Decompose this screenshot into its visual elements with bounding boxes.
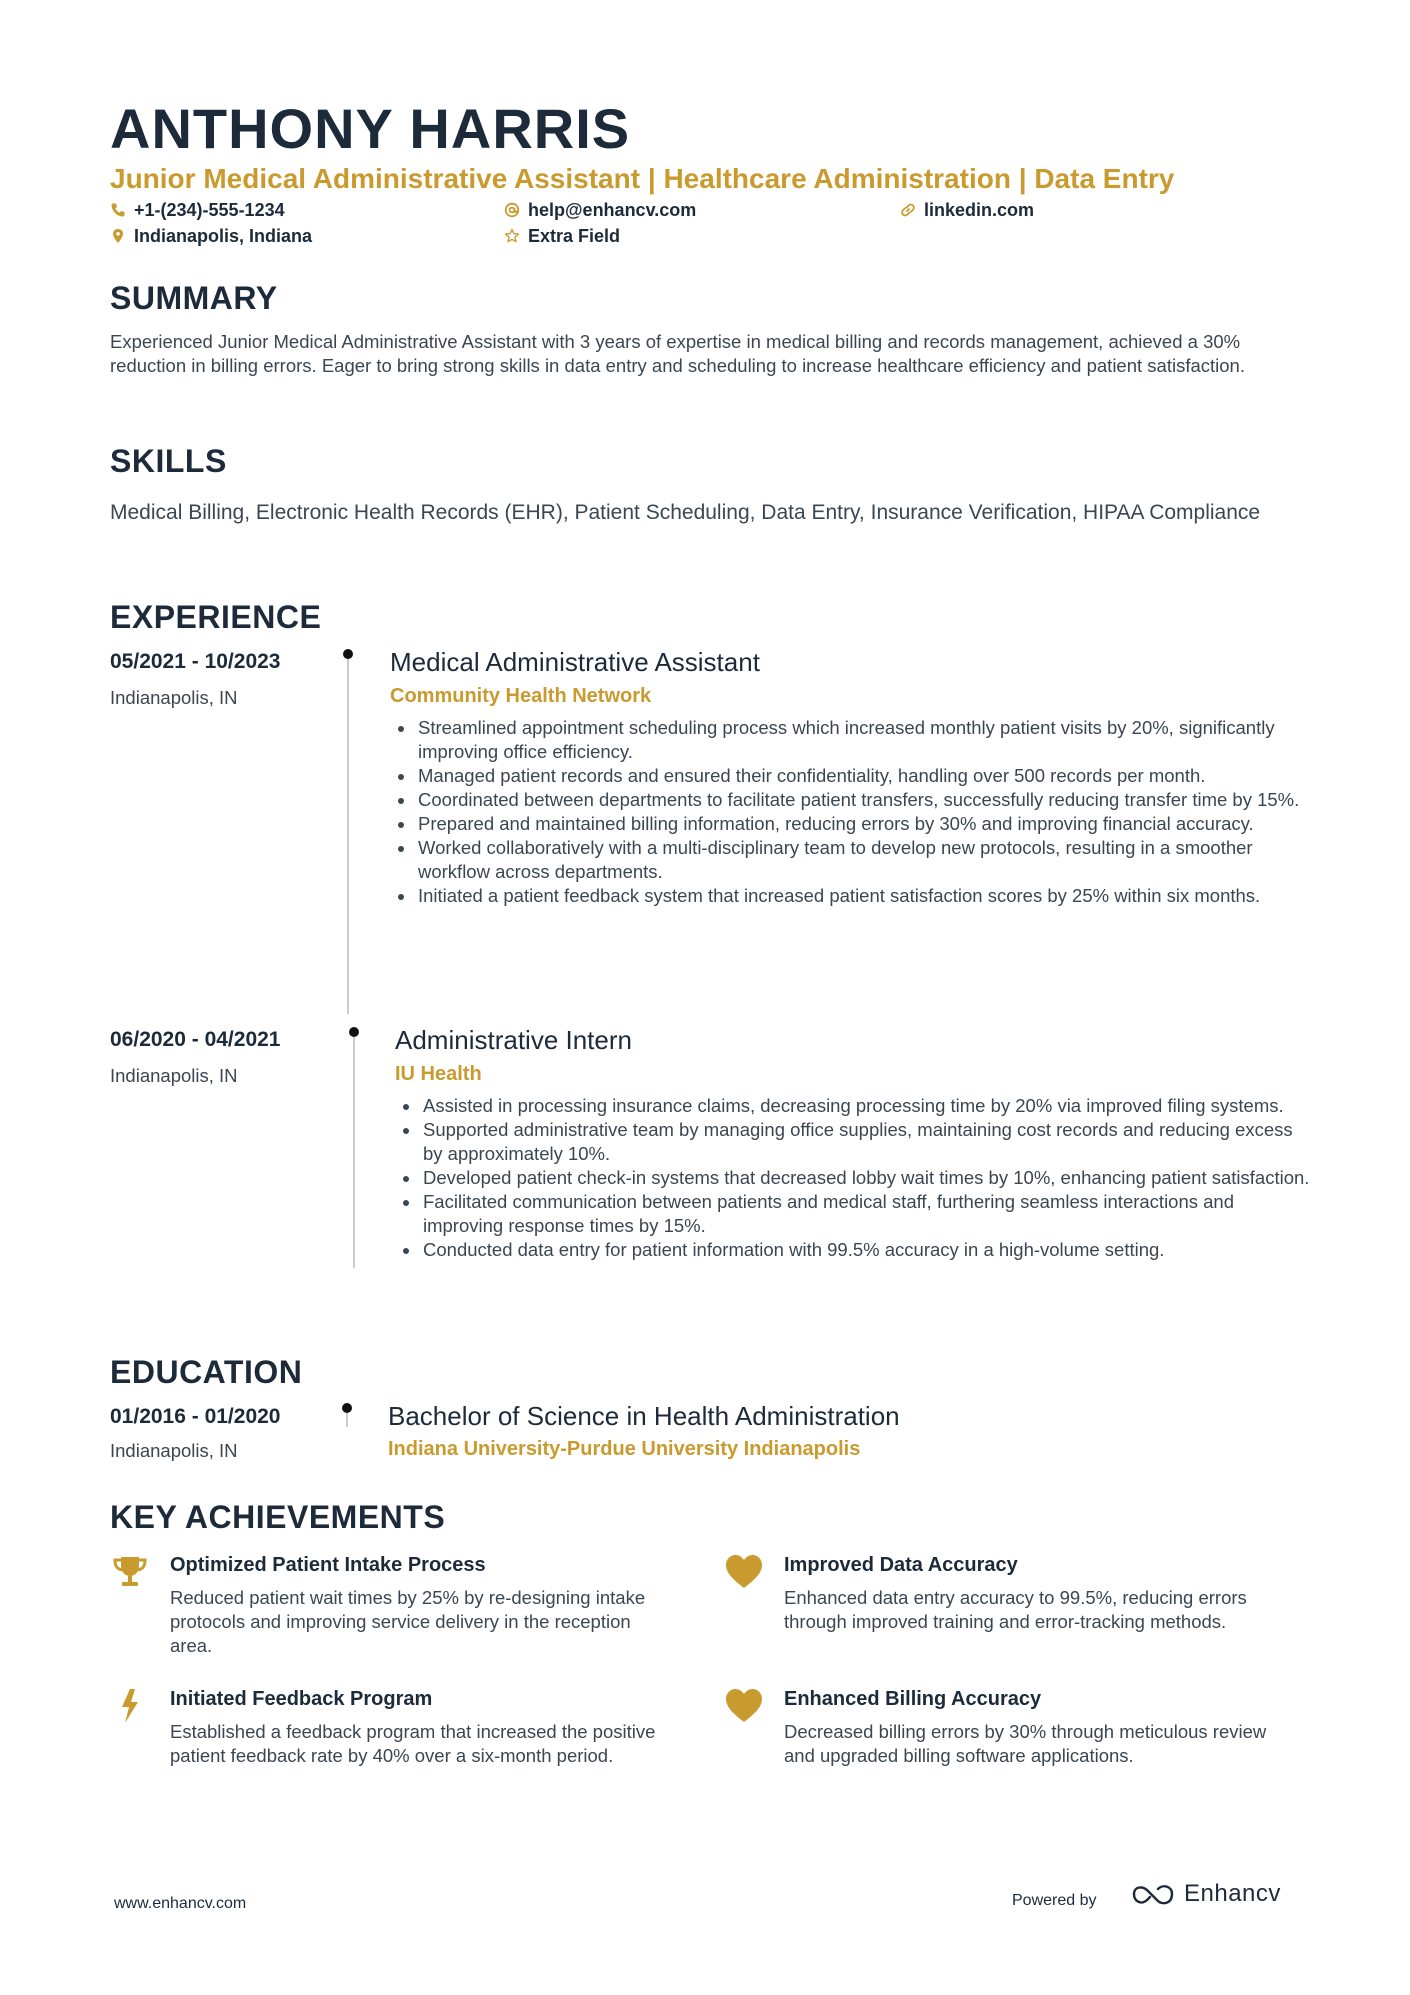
achievement-item [724,1552,1264,1672]
job-bullet: Facilitated communication between patients and medical staff, furthering seamless interactions and improving response times by 15%. [395,1190,1310,1238]
skills-text: Medical Billing, Electronic Health Records (EHR), Patient Scheduling, Data Entry, Insurance Verification, HIPAA Compliance [110,501,1261,524]
timeline-dot [343,649,353,659]
job-company: IU Health [395,1063,482,1085]
timeline-line [347,659,349,1014]
timeline-line [346,1413,348,1427]
achievement-desc: Reduced patient wait times by 25% by re-designing intake protocols and improving service delivery in the reception area. [170,1587,646,1656]
candidate-headline: Junior Medical Administrative Assistant | Healthcare Administration | Data Entry [110,163,1175,194]
contact-text: help@enhancv.com [528,200,697,220]
section-title-experience: EXPERIENCE [110,599,322,635]
lightning-icon [110,1686,150,1726]
contact-text: Extra Field [528,226,621,246]
job-bullets [395,1094,1310,1262]
contact-email[interactable] [504,198,696,222]
infinity-logo-icon [1130,1880,1178,1908]
edu-dates: 01/2016 - 01/2020 [110,1405,281,1428]
achievement-item [724,1686,1267,1806]
job-bullet: Streamlined appointment scheduling process which increased monthly patient visits by 20%, significantly improving office efficiency. [390,716,1310,764]
job-bullet: Assisted in processing insurance claims, decreasing processing time by 20% via improved filing systems. [395,1094,1310,1118]
section-title-education: EDUCATION [110,1354,303,1390]
brand-name: Enhancv [1184,1880,1281,1907]
achievement-desc: Established a feedback program that increased the positive patient feedback rate by 40% over a six-month period. [170,1721,656,1766]
achievement-item [110,1686,656,1806]
heart-icon [724,1552,764,1592]
achievement-desc: Enhanced data entry accuracy to 99.5%, reducing errors through improved training and error-tracking methods. [784,1587,1247,1632]
job-dates: 06/2020 - 04/2021 [110,1028,281,1051]
section-title-skills: SKILLS [110,443,227,479]
footer-url[interactable]: www.enhancv.com [114,1895,247,1912]
contact-linkedin[interactable] [900,198,1034,222]
job-dates: 05/2021 - 10/2023 [110,650,281,673]
job-bullet: Supported administrative team by managing office supplies, maintaining cost records and reducing excess by approximately 10%. [395,1118,1310,1166]
timeline-dot [349,1027,359,1037]
job-bullet: Managed patient records and ensured their confidentiality, handling over 500 records per month. [390,764,1310,788]
job-bullet: Worked collaboratively with a multi-disciplinary team to develop new protocols, resulting in a smoother workflow across departments. [390,836,1310,884]
job-company: Community Health Network [390,685,652,707]
achievement-title: Improved Data Accuracy [784,1554,1018,1576]
timeline-dot [342,1403,352,1413]
contact-phone [110,198,285,222]
job-bullet: Initiated a patient feedback system that increased patient satisfaction scores by 25% within six months. [390,884,1310,908]
contact-extra [504,224,620,248]
job-location: Indianapolis, IN [110,687,238,708]
job-bullet: Conducted data entry for patient information with 99.5% accuracy in a high-volume setting. [395,1238,1310,1262]
school-name: Indiana University-Purdue University Indianapolis [388,1438,861,1460]
heart-icon [724,1686,764,1726]
candidate-name: ANTHONY HARRIS [110,97,631,160]
trophy-icon [110,1552,150,1592]
contact-location [110,224,312,248]
job-bullet: Developed patient check-in systems that decreased lobby wait times by 10%, enhancing patient satisfaction. [395,1166,1310,1190]
achievement-desc: Decreased billing errors by 30% through meticulous review and upgraded billing software applications. [784,1721,1267,1766]
degree-title: Bachelor of Science in Health Administration [388,1401,900,1431]
contact-text: +1-(234)-555-1234 [134,200,285,220]
job-bullet: Prepared and maintained billing information, reducing errors by 30% and improving financial accuracy. [390,812,1310,836]
achievement-title: Initiated Feedback Program [170,1688,433,1710]
enhancv-logo[interactable] [1130,1880,1281,1908]
section-title-achievements: KEY ACHIEVEMENTS [110,1499,446,1535]
contact-text: linkedin.com [924,200,1035,220]
footer-powered-by: Powered by [1012,1892,1097,1909]
at-icon [504,202,520,218]
job-title: Administrative Intern [395,1025,632,1055]
section-title-summary: SUMMARY [110,280,278,316]
edu-location: Indianapolis, IN [110,1440,238,1461]
timeline-line [353,1037,355,1268]
link-icon [900,202,916,218]
contact-text: Indianapolis, Indiana [134,226,313,246]
job-location: Indianapolis, IN [110,1065,238,1086]
achievement-item [110,1552,650,1672]
star-icon [504,228,520,244]
job-bullet: Coordinated between departments to facilitate patient transfers, successfully reducing transfer time by 15%. [390,788,1310,812]
location-pin-icon [110,228,126,244]
achievement-title: Enhanced Billing Accuracy [784,1688,1042,1710]
summary-text: Experienced Junior Medical Administrative Assistant with 3 years of expertise in medical billing and records management, achieved a 30% reduction in billing errors. Eager to bring strong skills in data entry and scheduling to increase healthcare efficiency and patient satisfaction. [110,331,1245,376]
job-bullets [390,716,1310,908]
achievement-title: Optimized Patient Intake Process [170,1554,486,1576]
phone-icon [110,202,126,218]
job-title: Medical Administrative Assistant [390,647,760,677]
